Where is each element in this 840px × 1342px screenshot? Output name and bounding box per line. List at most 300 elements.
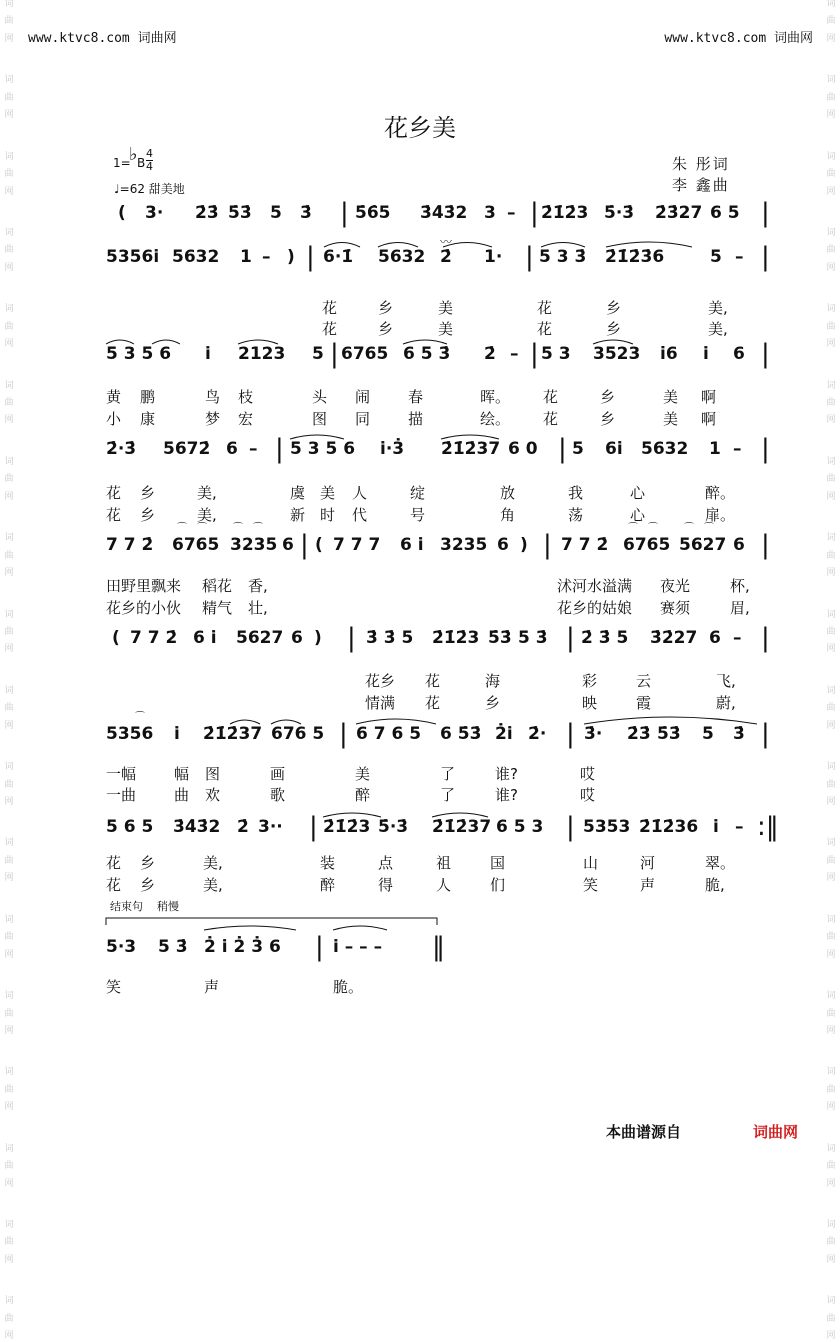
note-group: 5 6 5	[106, 817, 154, 837]
note-group: 2̇3̇27	[655, 203, 703, 223]
note-group: 5632	[641, 439, 689, 459]
note-group: 1	[709, 439, 721, 459]
note-group: )	[314, 628, 322, 648]
lyric-syllable: 宏	[238, 410, 254, 428]
lyric-line	[0, 784, 840, 808]
watermark-char: 曲	[4, 169, 14, 180]
note-group: (	[118, 203, 126, 223]
lyric-syllable: 荡	[568, 506, 584, 524]
fermata-icon: ⌒	[135, 712, 145, 723]
note-group: 6 5	[710, 203, 740, 223]
note-group: i̇	[205, 344, 211, 364]
watermark-char: 词	[826, 0, 836, 9]
watermark-char: 词	[4, 762, 14, 773]
note-group: )	[520, 535, 528, 555]
lyric-syllable: 鹏	[140, 388, 156, 406]
note-group: 7 7 7	[333, 535, 381, 555]
notation-line	[0, 932, 840, 962]
lyric-syllable: 描	[408, 410, 424, 428]
note-group: 5 3̇	[518, 628, 548, 648]
bar-line: :‖	[757, 812, 779, 842]
note-group: –	[733, 628, 742, 648]
lyric-syllable: 图	[312, 410, 328, 428]
bar-line: |	[530, 198, 539, 228]
lyric-syllable: 黄	[106, 388, 122, 406]
note-group: 5353	[583, 817, 631, 837]
lyric-syllable: 醉	[355, 786, 371, 804]
note-group: 6 5 3̇	[403, 344, 451, 364]
watermark-char: 词	[4, 609, 14, 620]
bar-line: |	[566, 719, 575, 749]
note-group: 5632	[378, 247, 426, 267]
lyric-syllable: 哎	[580, 765, 596, 783]
note-group: 2̇i̇	[495, 724, 513, 744]
lyric-syllable: 海	[485, 672, 501, 690]
lyric-syllable: 美	[663, 388, 679, 406]
note-group: 1	[240, 247, 252, 267]
note-group: 2̇	[484, 344, 496, 364]
note-group: 5 3 5 6	[106, 344, 172, 364]
note-group: 6	[709, 628, 721, 648]
bar-line: |	[330, 339, 339, 369]
lyric-syllable: 虞	[290, 484, 306, 502]
flat-sign: ♭	[129, 144, 138, 165]
lyricist-credit: 朱 彤词	[672, 155, 730, 173]
note-group: 6	[497, 535, 509, 555]
watermark-char: 词	[4, 1067, 14, 1078]
lyric-syllable: 花	[425, 672, 441, 690]
lyric-syllable: 号	[410, 506, 426, 524]
note-group: 6765	[341, 344, 389, 364]
watermark-char: 词	[4, 533, 14, 544]
lyric-syllable: 河	[640, 854, 656, 872]
bar-line: |	[309, 812, 318, 842]
lyric-syllable: 小	[106, 410, 122, 428]
notation-line	[0, 719, 840, 749]
watermark-char: 词	[4, 914, 14, 925]
note-group: 6	[282, 535, 294, 555]
note-group: 3̇	[733, 724, 745, 744]
bar-line: |	[300, 530, 309, 560]
lyric-syllable: 乡	[378, 299, 394, 317]
watermark-char: 词	[4, 75, 14, 86]
note-group: 2̇	[440, 247, 452, 267]
notation-line	[0, 198, 840, 228]
notation-line	[0, 434, 840, 464]
notation-line	[0, 623, 840, 655]
composer-credit: 李 鑫曲	[672, 176, 730, 194]
note-group: 3235	[230, 535, 278, 555]
fermata-icon: ⌒	[628, 523, 638, 534]
note-group: i̇·3̇	[380, 439, 405, 459]
bar-line: ‖	[432, 932, 445, 962]
lyric-syllable: 山	[583, 854, 599, 872]
bar-line: |	[761, 242, 770, 272]
note-group: 7 7 2̇	[106, 535, 154, 555]
note-group: 676 5	[271, 724, 325, 744]
lyric-syllable: 花	[543, 410, 559, 428]
note-group: 6·1̇	[323, 247, 354, 267]
fermata-icon: ⌒	[253, 523, 263, 534]
watermark-char: 词	[826, 533, 836, 544]
note-group: 2̇	[237, 817, 249, 837]
lyric-syllable: 谁?	[495, 765, 518, 783]
watermark-char: 词	[826, 1143, 836, 1154]
watermark-char: 网	[4, 1331, 14, 1342]
note-group: 6	[733, 344, 745, 364]
note-group: )	[287, 247, 295, 267]
lyric-syllable: 康	[140, 410, 156, 428]
watermark-char: 词	[826, 762, 836, 773]
lyric-syllable: 声	[640, 876, 656, 894]
lyric-line	[0, 482, 840, 506]
note-group: 5	[710, 247, 722, 267]
note-group: 5	[270, 203, 282, 223]
lyric-syllable: 花	[543, 388, 559, 406]
note-group: 2̇1̇2̇37	[432, 817, 492, 837]
lyric-syllable: 点	[378, 854, 394, 872]
lyric-syllable: 美,	[203, 876, 223, 894]
lyric-line	[0, 874, 840, 898]
watermark-char: 网	[826, 1331, 836, 1342]
lyric-syllable: 哎	[580, 786, 596, 804]
lyric-syllable: 人	[352, 484, 368, 502]
lyric-syllable: 杯,	[730, 577, 750, 595]
lyric-syllable: 壮,	[248, 599, 268, 617]
watermark-char: 词	[826, 838, 836, 849]
lyric-syllable: 一曲	[106, 786, 137, 804]
lyric-syllable: 美,	[197, 484, 217, 502]
watermark-char: 网	[4, 491, 14, 502]
watermark-char: 词	[4, 380, 14, 391]
note-group: 2̇1̇2̇3	[432, 628, 480, 648]
watermark-char: 词	[4, 151, 14, 162]
note-group: 3̇·	[584, 724, 603, 744]
lyric-syllable: 美	[320, 484, 336, 502]
watermark-char: 曲	[826, 855, 836, 866]
lyric-syllable: 欢	[205, 786, 221, 804]
lyric-syllable: 花	[425, 694, 441, 712]
watermark-char: 词	[826, 75, 836, 86]
lyric-syllable: 夜光	[660, 577, 691, 595]
watermark-char: 词	[4, 304, 14, 315]
lyric-line	[0, 597, 840, 621]
lyric-syllable: 幅	[174, 765, 190, 783]
lyric-syllable: 们	[490, 876, 506, 894]
lyric-syllable: 花乡的小伙	[106, 599, 182, 617]
note-group: 6 5 3	[496, 817, 544, 837]
lyric-syllable: 花	[106, 876, 122, 894]
note-group: 6	[733, 535, 745, 555]
lyric-syllable: 梦	[205, 410, 221, 428]
watermark-char: 词	[826, 685, 836, 696]
lyric-syllable: 祖	[436, 854, 452, 872]
watermark-char: 网	[826, 1254, 836, 1265]
note-group: 3235	[440, 535, 488, 555]
watermark-char: 曲	[4, 474, 14, 485]
watermark-char: 曲	[826, 16, 836, 27]
watermark-char: 网	[826, 1025, 836, 1036]
lyric-syllable: 声	[204, 978, 220, 996]
lyric-syllable: 精气	[202, 599, 233, 617]
watermark-char: 曲	[826, 550, 836, 561]
lyric-line	[0, 408, 840, 432]
watermark-char: 曲	[826, 1161, 836, 1172]
lyric-syllable: 绘。	[480, 410, 511, 428]
lyric-syllable: 春	[408, 388, 424, 406]
lyric-syllable: 装	[320, 854, 336, 872]
watermark-char: 曲	[826, 321, 836, 332]
watermark-char: 网	[826, 491, 836, 502]
bar-line: |	[761, 623, 770, 653]
lyric-syllable: 笑	[583, 876, 599, 894]
time-bottom: 4	[146, 160, 153, 173]
lyric-syllable: 眉,	[730, 599, 750, 617]
lyric-syllable: 乡	[606, 320, 622, 338]
lyric-syllable: 花	[106, 506, 122, 524]
note-group: i̇	[703, 344, 709, 364]
note-group: 3523	[593, 344, 641, 364]
time-signature	[146, 148, 153, 173]
bar-line: |	[761, 434, 770, 464]
watermark-char: 网	[4, 797, 14, 807]
key-prefix: 1=	[113, 156, 131, 170]
lyric-syllable: 翠。	[705, 854, 736, 872]
note-group: 5 3 5 6	[290, 439, 356, 459]
note-group: 5·3	[106, 937, 137, 957]
lyric-syllable: 得	[378, 876, 394, 894]
lyric-syllable: 人	[436, 876, 452, 894]
note-group: 5	[572, 439, 584, 459]
watermark-char: 网	[826, 1178, 836, 1189]
bar-line: |	[306, 242, 315, 272]
lyric-line	[0, 670, 840, 694]
bar-line: |	[530, 339, 539, 369]
watermark-char: 曲	[826, 169, 836, 180]
note-group: 7 7 2̇	[561, 535, 609, 555]
bar-line: |	[340, 198, 349, 228]
watermark-char: 网	[826, 110, 836, 121]
end-phrase-mark: 结束句	[110, 900, 143, 913]
watermark-char: 曲	[826, 703, 836, 714]
note-group: 5 3̇	[158, 937, 188, 957]
lyric-syllable: 谁?	[495, 786, 518, 804]
watermark-char: 词	[826, 609, 836, 620]
watermark-char: 词	[4, 1296, 14, 1307]
watermark-char: 网	[4, 186, 14, 197]
lyric-syllable: 美	[355, 765, 371, 783]
fermata-icon: ⌒	[177, 523, 187, 534]
note-group: 2̇1̇2̇3	[541, 203, 589, 223]
bar-line: |	[761, 719, 770, 749]
watermark-char: 网	[4, 1102, 14, 1113]
lyric-syllable: 脆,	[705, 876, 725, 894]
lyric-syllable: 花	[322, 299, 338, 317]
lyric-syllable: 脆。	[333, 978, 364, 996]
lyric-syllable: 啊	[701, 410, 717, 428]
lyric-line	[0, 504, 840, 528]
bar-line: |	[339, 719, 348, 749]
lyric-syllable: 图	[205, 765, 221, 783]
note-group: 5356i̇	[106, 247, 160, 267]
footer-brand[interactable]: 词曲网	[753, 1123, 799, 1141]
slow-mark: 稍慢	[157, 900, 179, 913]
lyric-syllable: 情满	[365, 694, 396, 712]
note-group: 2̇1̇2̇3̇6	[605, 247, 665, 267]
watermark-char: 曲	[826, 1237, 836, 1248]
watermark-char: 网	[826, 873, 836, 884]
watermark-char: 网	[826, 720, 836, 731]
lyric-syllable: 一幅	[106, 765, 137, 783]
note-group: –	[735, 247, 744, 267]
watermark-char: 词	[826, 1296, 836, 1307]
bar-line: |	[566, 812, 575, 842]
lyric-syllable: 美,	[203, 854, 223, 872]
lyric-syllable: 花	[537, 299, 553, 317]
note-group: i̇	[713, 817, 719, 837]
bar-line: |	[347, 623, 356, 653]
note-group: 6 7 6 5	[356, 724, 422, 744]
lyric-syllable: 角	[500, 506, 516, 524]
note-group: 2̇3̇	[195, 203, 219, 223]
lyric-syllable: 醉	[320, 876, 336, 894]
lyric-syllable: 乡	[140, 484, 156, 502]
note-group: 2̇1̇2̇36	[639, 817, 699, 837]
lyric-syllable: 国	[490, 854, 506, 872]
lyric-syllable: 扉。	[705, 506, 736, 524]
watermark-char: 网	[4, 110, 14, 121]
note-group: 5̇·3̇	[604, 203, 635, 223]
note-group: 6i̇	[605, 439, 623, 459]
lyric-syllable: 闹	[355, 388, 371, 406]
bar-line: |	[761, 339, 770, 369]
header-site-right[interactable]: www.ktvc8.com 词曲网	[664, 31, 813, 46]
note-group: 2̇1̇2̇3	[323, 817, 371, 837]
note-group: 1·	[484, 247, 503, 267]
watermark-char: 词	[4, 0, 14, 9]
fermata-icon: ⌒	[233, 523, 243, 534]
watermark-char: 网	[4, 644, 14, 655]
song-title: 花乡美	[384, 114, 456, 142]
lyric-syllable: 美,	[197, 506, 217, 524]
note-group: 5	[312, 344, 324, 364]
note-group: 5̇3̇	[657, 724, 681, 744]
watermark-char: 网	[826, 644, 836, 655]
lyric-syllable: 彩	[582, 672, 598, 690]
bar-line: |	[525, 242, 534, 272]
note-group: –	[510, 344, 519, 364]
lyric-syllable: 蔚,	[716, 694, 736, 712]
bar-line: |	[761, 198, 770, 228]
note-group: 5627	[679, 535, 727, 555]
watermark-char: 曲	[4, 1313, 14, 1324]
watermark-char: 网	[826, 339, 836, 350]
header-site-left[interactable]: www.ktvc8.com 词曲网	[28, 31, 177, 46]
note-group: 2̇·3̇	[106, 439, 137, 459]
note-group: 7 7 2̇	[130, 628, 178, 648]
lyric-syllable: 乡	[606, 299, 622, 317]
note-group: 5627	[236, 628, 284, 648]
note-group: 5672̇	[163, 439, 211, 459]
lyric-syllable: 花乡	[365, 672, 396, 690]
note-group: 5	[702, 724, 714, 744]
watermark-char: 词	[4, 838, 14, 849]
bar-line: |	[558, 434, 567, 464]
lyric-syllable: 云	[636, 672, 652, 690]
watermark-char: 曲	[826, 626, 836, 637]
lyric-syllable: 美,	[708, 320, 728, 338]
slur	[584, 717, 757, 724]
lyric-syllable: 赛须	[660, 599, 691, 617]
note-group: (	[112, 628, 120, 648]
watermark-char: 词	[4, 685, 14, 696]
note-group: 6 i̇	[400, 535, 424, 555]
watermark-char: 网	[4, 262, 14, 273]
note-group: 2̇1̇2̇37	[203, 724, 263, 744]
watermark-char: 曲	[826, 1008, 836, 1019]
note-group: i6	[660, 344, 678, 364]
notation-line	[0, 530, 840, 560]
watermark-char: 网	[826, 568, 836, 579]
lyric-syllable: 枝	[238, 388, 254, 406]
lyric-syllable: 美,	[708, 299, 728, 317]
fermata-icon: ⌒	[648, 523, 658, 534]
watermark-char: 曲	[826, 92, 836, 103]
watermark-char: 网	[826, 262, 836, 273]
lyric-syllable: 稻花	[202, 577, 233, 595]
note-group: 2̇ 3̇ 5	[581, 628, 629, 648]
note-group: –	[733, 439, 742, 459]
notation-line	[0, 812, 840, 842]
watermark-char: 词	[826, 304, 836, 315]
note-group: 6765	[172, 535, 220, 555]
note-group: 5 3	[541, 344, 571, 364]
watermark-char: 曲	[826, 779, 836, 790]
watermark-char: 曲	[4, 1161, 14, 1172]
watermark-char: 曲	[826, 245, 836, 256]
watermark-char: 网	[4, 949, 14, 960]
note-group: i̇	[174, 724, 180, 744]
note-group: i̇ – – –	[333, 937, 383, 957]
footer-source: 本曲谱源自	[606, 1123, 682, 1141]
watermark-char: 网	[4, 720, 14, 731]
note-group: 3̇ 3̇ 5	[366, 628, 414, 648]
lyric-syllable: 美	[438, 299, 454, 317]
note-group: (	[315, 535, 323, 555]
lyric-line	[0, 386, 840, 410]
lyric-syllable: 头	[312, 388, 328, 406]
lyric-syllable: 飞,	[716, 672, 736, 690]
lyric-syllable: 美	[438, 320, 454, 338]
note-group: 2̇ i̇ 2̇ 3̇ 6	[204, 937, 281, 957]
watermark-char: 网	[826, 415, 836, 426]
lyric-syllable: 笑	[106, 978, 122, 996]
lyric-syllable: 歌	[270, 786, 286, 804]
note-group: –	[262, 247, 271, 267]
lyric-syllable: 香,	[248, 577, 268, 595]
watermark-char: 曲	[4, 1084, 14, 1095]
note-group: 5632	[172, 247, 220, 267]
lyric-syllable: 绽	[410, 484, 426, 502]
watermark-char: 曲	[826, 932, 836, 943]
note-group: 6 5̇3̇	[440, 724, 482, 744]
watermark-char: 词	[826, 1067, 836, 1078]
lyric-syllable: 乡	[140, 854, 156, 872]
watermark-char: 网	[4, 568, 14, 579]
lyric-syllable: 乡	[600, 410, 616, 428]
watermark-char: 曲	[826, 1084, 836, 1095]
fermata-icon: ⌒	[704, 523, 714, 534]
